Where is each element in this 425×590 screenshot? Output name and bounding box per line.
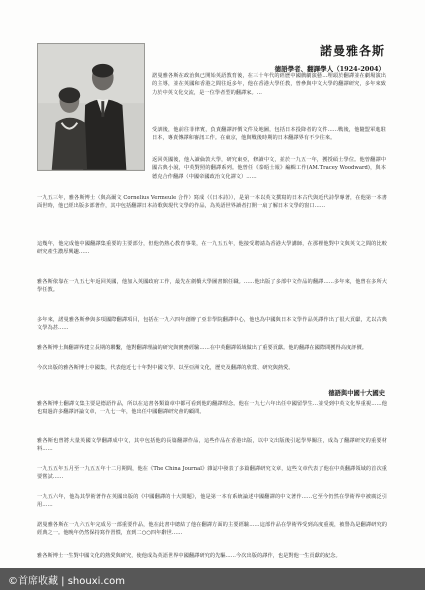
couple-portrait-image (38, 44, 144, 170)
section-paragraph-4: 一九五六年，他為其學術著作在英國出版的《中國翻譯的十大問題》，他是第一本有系統論述中國翻譯的中文著作……它至今仍然在學術界中被廣泛引用…… (37, 494, 387, 509)
bio-paragraph-6: 雅各斯依靠在一九五七年返回英國，他加入英國政府工作，最先在劍橋大學圖書館任職。……他出版了多部中文作品的翻譯……多年來，他曾在多所大學任教。 (37, 279, 387, 294)
bio-paragraph-8: 雅各斯博士與翻譯界建立長期的聯繫，他對翻譯理論的研究與實務經驗……在中英翻譯領域做出了重要貢獻。他的翻譯在國際間獲得高度評價。 (37, 345, 367, 351)
bio-paragraph-2: 受訓後，他前往菲律賓，負責翻譯評價文件及地圖，包括日本投降者的文件……戰後，他隨盟軍進駐日本，專責傳譯和審訊工作。在東京，他與戰後時期的日本翻譯界有不少往來。 (152, 127, 386, 142)
bio-paragraph-9: 今次出版的雅各斯博士中國集，代表他近七十年對中國文學、以至亞洲文化，歷史及翻譯的欣賞、研究與熱愛。 (37, 365, 294, 371)
bio-paragraph-3b (152, 184, 386, 194)
bio-paragraph-3: 返回英國後，他入讀倫敦大學，研究東亞，修讀中文，並於一九五一年，獲授碩士學位。他曾翻譯中國古典小說，中英對照的翻譯系列。他曾任《泰晤士報》編輯工作(AM.Tracey Woodward)，與本德克合作翻譯（中國帝國政治文化譯文）…… (152, 157, 386, 180)
section-paragraph-3: 一九五五年五月至一九五五年十二月期間，他在《The China Journal》雜誌中發表了多篇翻譯研究文章，這些文章代表了他在中英翻譯領域的首次重要嘗試…… (37, 466, 387, 481)
section-paragraph-5: 諾曼雅各斯在一九六五年完成另一部重要作品，他在此書中總結了他在翻譯方面的主要經驗……這部作品在學術界受到高度重視，被譽為是翻譯研究的經典之一。他晚年仍然保持寫作習慣，直到二○○四年辭世…… (37, 522, 387, 537)
person-name: 諾曼雅各斯 (319, 44, 385, 58)
section-paragraph-2: 雅各斯也曾將大量英國文學翻譯成中文，其中包括他的長篇翻譯作品，這些作品在香港出版，以中文出版後引起學界關注，成為了翻譯研究的重要材料…… (37, 438, 387, 453)
section-paragraph-6: 雅各斯博士一生對中國文化的熱愛與研究，使他成為英語世界中國翻譯研究的先驅……今次出版的譯作，也是對他一生貢獻的紀念。 (37, 553, 341, 559)
bio-paragraph-7: 多年來，諾曼雅各斯參與多項國際翻譯項目，包括在一九六四年創辦了亞非學院翻譯中心，他也為中國與日本文學作品英譯作出了很大貢獻，尤以古典文學為甚…… (37, 317, 387, 332)
title-block (275, 42, 385, 73)
bio-paragraph-1: 諾曼雅各斯在政治與已開始英語教育後，在三十年代的經歷中國戲劇演藝…埋頭於翻譯並在劇場演出的主導，並在英國和香港之間往返多年，他在香港大學任教，曾參與中文大學的翻譯研究，多年來致力於中英文化交流，是一位學者型的翻譯家。… (152, 73, 386, 96)
person-subtitle: 德語學者、翻譯學人（1924-2004） (274, 65, 385, 73)
section-paragraph-1: 雅各斯博士翻譯文集主要是德語作品，所以在這書各類篇章中都可看到他的翻譯理念。他在一九七六年出任中國留學生…並受到中英文化界重視……他也寫過許多翻譯評論文章，一九七一年，他出任中國翻譯研究會的顧問。 (37, 401, 387, 416)
bio-paragraph-4: 一九五三年，雅各斯博士（與高爾文 Cornelius Vermeule 合作）寫成（《日本詩》），是第一本以英文撰寫的日本古代與近代詩學專著，在他第一本書面世時，他已經出版多部著作，其中包括翻譯日本詩歌與現代文學的作品，為英語世界讀者打開一扇了解日本文學的窗口…… (37, 195, 387, 210)
site-watermark: ©首席收藏 | shouxi.com (0, 568, 425, 590)
section-heading: 德語與中國十大國史 (328, 390, 385, 397)
bio-paragraph-5: 這幾年，他完成他中國翻譯集重要的主要部分，但他仍熱心教育事業，在一九五五年，他接受聘請為香港大學講師，在那裡他對中文與英文之間的比較研究產生濃厚興趣…… (37, 241, 387, 256)
portrait-photo (37, 43, 145, 171)
